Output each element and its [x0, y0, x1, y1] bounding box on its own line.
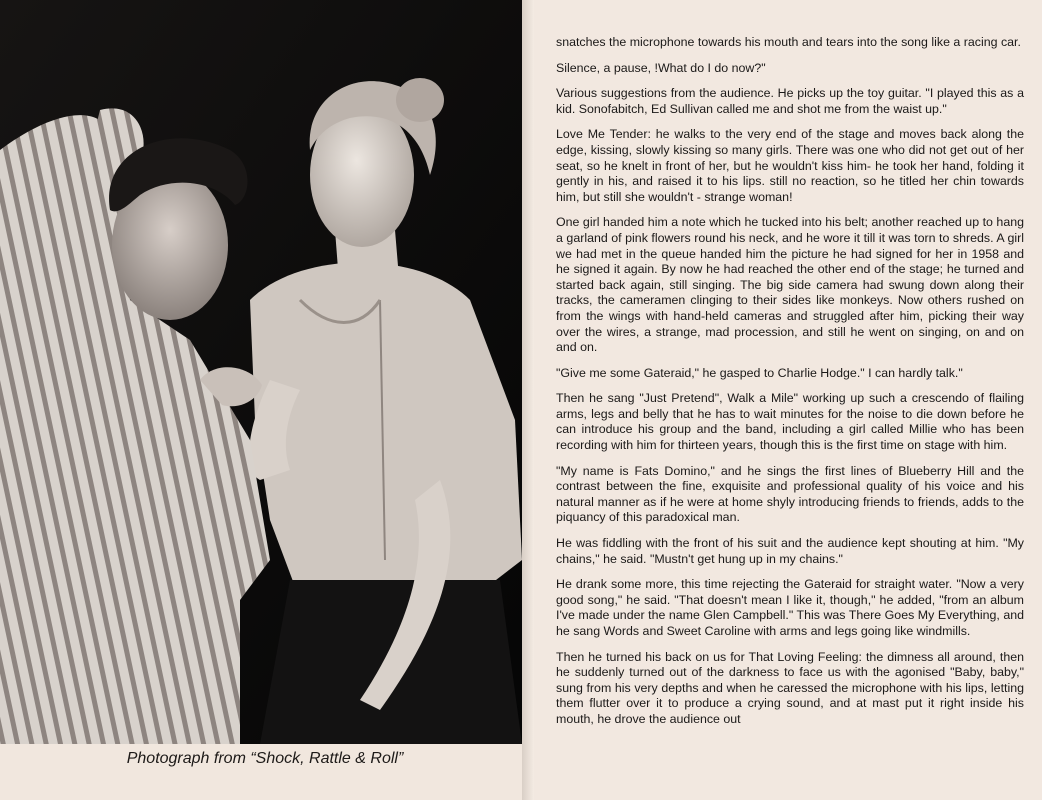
article-body [556, 35, 1024, 738]
right-page [534, 0, 1042, 800]
photo-caption: Photograph from “Shock, Rattle & Roll” [126, 750, 404, 767]
article-paragraph: Various suggestions from the audience. He picks up the toy guitar. "I played this as a kid. Sonofabitch, Ed Sullivan called me and shot me from the waist up." [556, 86, 1024, 116]
article-paragraph: "My name is Fats Domino," and he sings the first lines of Blueberry Hill and the contrast between the fine, exquisite and professional quality of his voice and his natural manner as if he were at home shyly introducing friends to friends, adds to the piquancy of this paradoxical man. [556, 463, 1024, 525]
article-paragraph: Then he turned his back on us for That Loving Feeling: the dimness all around, then he suddenly turned out of the darkness to face us with the agonised "Baby, baby," sung from his very depths and when he caressed the microphone with his lips, letting them flutter over it to produce a crying sound, and at mast put it right inside his mouth, he drove the audience out [556, 649, 1024, 726]
article-paragraph: He drank some more, this time rejecting the Gateraid for straight water. "Now a very good song," he said. "That doesn't mean I like it, though," he added, "from an album I've made under the name Glen Campbell." This was There Goes My Everything, and he sang Words and Sweet Caroline with arms and legs going like windmills. [556, 577, 1024, 638]
page-gutter [522, 0, 534, 800]
article-paragraph: Silence, a pause, !What do I do now?" [556, 60, 766, 75]
article-paragraph: Love Me Tender: he walks to the very end of the stage and moves back along the edge, kissing, slowly kissing so many girls. There was one who did not get out of her seat, so he knelt in front of her, but he wouldn't kiss him- he took her hand, folding it gently in his, and raised it to his lips. still no reaction, so he titled her chin towards him, but still she wouldn't - strange woman! [556, 127, 1024, 204]
article-paragraph: Then he sang "Just Pretend", Walk a Mile" working up such a crescendo of flailing arms, legs and belly that he has to wait minutes for the noise to die down before he can introduce his group and the band, including a girl called Millie who has been recording with him for thirteen years, though this is the first time on stage with him. [556, 391, 1024, 453]
article-paragraph: He was fiddling with the front of his suit and the audience kept shouting at him. "My chains," he said. "Mustn't get hung up in my chains." [556, 536, 1024, 566]
photo-illustration [0, 0, 522, 744]
article-paragraph: One girl handed him a note which he tucked into his belt; another reached up to hang a garland of pink flowers round his neck, and he wore it till it was torn to shreds. A girl we had met in the queue handed him the picture he had signed for her in 1958 and he signed it again. By now he had reached the other end of the stage; he turned and started back again, still singing. The big side camera had swung down along their tracks, the cameramen clinging to their sides like monkeys. Now others rushed on from the wings with hand-held cameras and struggled after him, picking their way over the wires, a strange, mad procession, and still he went on singing, on and on and on. [556, 215, 1024, 355]
photograph [0, 0, 522, 744]
article-paragraph: snatches the microphone towards his mouth and tears into the song like a racing car. [556, 35, 1021, 49]
article-paragraph: "Give me some Gateraid," he gasped to Charlie Hodge." I can hardly talk." [556, 365, 963, 380]
